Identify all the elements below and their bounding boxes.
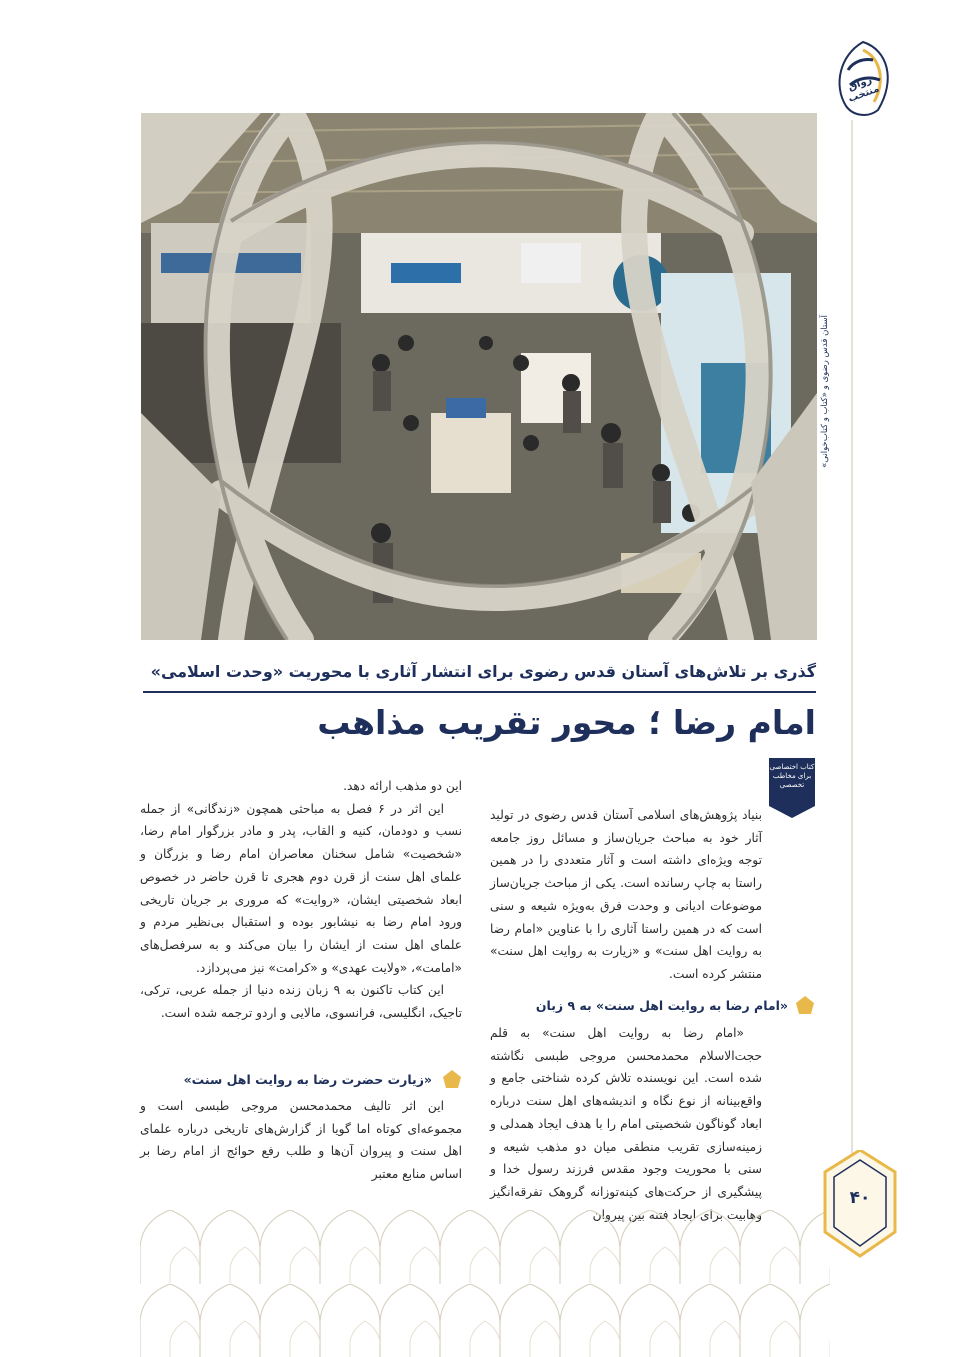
magazine-logo-text: رواق منتخب [846,74,881,105]
paragraph: بنیاد پژوهش‌های اسلامی آستان قدس رضوی در تولید آثار خود به مباحث جریان‌ساز و مسائل روز جامعه توجه ویژه‌ای داشته است و آثار متعددی را در همین راستا به چاپ رسانده است. یکی از مباحث جریان‌ساز موضوعات ادیانی و وحدت فرق به‌ویژه شیعه و سنی است که در همین راستا آثاری را با عناوین «امام رضا به روایت اهل سنت» و «زیارت به روایت اهل سنت» منتشر کرده است. [490,808,762,981]
article-kicker: گذری بر تلاش‌های آستان قدس رضوی برای انتشار آثاری با محوریت «وحدت اسلامی» [150,662,816,681]
category-badge-label: کتاب اختصاصی برای مخاطب تخصصی [769,763,815,789]
article-column-right-2 [490,1022,762,1226]
section-heading-text: «امام رضا به روایت اهل سنت» به ۹ زبان [535,998,788,1013]
section-heading-right [490,995,820,1017]
book-fair-photo [141,113,817,640]
running-head-vertical: آستان قدس رضوی و «کتاب و کتاب‌خوانی» [820,315,830,468]
paragraph: این دو مذهب ارائه دهد. [343,779,462,793]
section-marker-icon [796,996,814,1016]
article-column-left [140,775,462,1025]
paragraph: این اثر تالیف محمدمحسن مروجی طبسی است و مجموعه‌ای کوتاه اما گویا از گزارش‌های تاریخی درباره علمای اهل سنت و پیروان آن‌ها و طلب رفع حوائج از امام رضا بر اساس منابع معتبر [140,1099,462,1182]
section-heading-left [140,1069,470,1091]
page-number: ۴۰ [849,1188,871,1208]
article-column-right [490,804,762,986]
paragraph: این اثر در ۶ فصل به مباحثی همچون «زندگانی» از جمله نسب و دودمان، کنیه و القاب، پدر و مادر بزرگوار امام رضا، «شخصیت» شامل سخنان معاصران امام رضا و بزرگان و علمای اهل سنت از قرن دوم هجری تا قرن حاضر در خصوص ابعاد شخصیتی ایشان، «روایت» که مروری بر جریان تاریخی ورود امام رضا به نیشابور بوده و استقبال بی‌نظیر مردم و علمای اهل سنت از ایشان را بیان می‌کند و به سرفصل‌های «امامت»، «ولایت عهدی» و «کرامت» نیز می‌پردازد. [140,801,462,975]
section-heading-text: «زیارت حضرت رضا به روایت اهل سنت» [183,1072,432,1087]
paragraph: «امام رضا به روایت اهل سنت» به قلم حجت‌الاسلام محمدمحسن مروجی طبسی نگاشته شده است. این نویسنده تلاش کرده شناختی جامع و واقع‌بینانه از نوع نگاه و اندیشه‌های اهل سنت درباره ابعاد گوناگون شخصیتی امام را با هدف ایجاد همدلی و زمینه‌سازی تقریب منطقی میان دو مذهب شیعه و سنی با محوریت وجود مقدس فرزند رسول خدا و پیشگیری از حرکت‌های کینه‌توزانه گروهک تفرقه‌انگیز [490,1026,762,1199]
article-column-left-2 [140,1095,462,1186]
section-marker-icon [443,1070,461,1090]
paragraph: این کتاب تاکنون به ۹ زبان زنده دنیا از جمله عربی، ترکی، تاجیک، انگلیسی، فرانسوی، مالایی و اردو ترجمه شده است. [140,983,462,1021]
kicker-divider [143,691,816,693]
side-rail-line [848,120,856,1180]
article-headline: امام رضا ؛ محور تقریب مذاهب [317,703,816,742]
